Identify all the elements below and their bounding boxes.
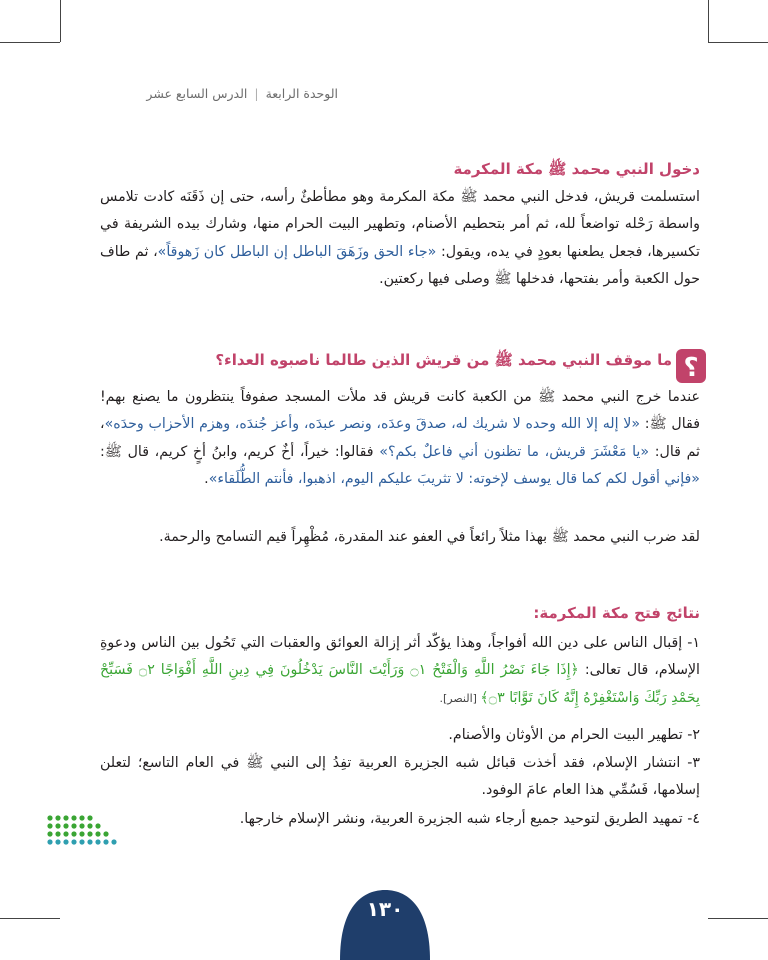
crop-mark — [708, 0, 709, 42]
result-item-1 — [100, 630, 700, 712]
crop-mark — [708, 918, 768, 919]
paragraph-text: فقالوا: خيراً، أخٌ كريم، وابنُ أخٍ كريم، قال ﷺ: — [100, 443, 380, 460]
result-item-2: ٢- تطهير البيت الحرام من الأوثان والأصنام. — [448, 727, 700, 743]
header-separator: | — [254, 86, 259, 101]
running-header — [18, 86, 338, 101]
question-mark-icon — [672, 347, 710, 385]
paragraph-text: استسلمت قريش، فدخل النبي محمد ﷺ مكة المكرمة وهو مطأطئٌ رأسه، حتى إن ذَقَنَه كادت تلامس واسطة رَحْله تواضعاً لله، ثم أمر بتحطيم الأصنام، وتطهير البيت الحرام منها، وشارك بيده الشريفة في تكسيرها، فجعل يطعنها بعودٍ في يده، ويقول: — [100, 189, 700, 260]
results-heading: نتائج فتح مكة المكرمة: — [533, 604, 700, 622]
paragraph-text: عندما خرج النبي محمد ﷺ من الكعبة كانت قريش قد ملأت المسجد صفوفاً ينتظرون ما يصنع بهم! فقال ﷺ: — [100, 389, 700, 433]
unit-label: الوحدة الرابعة — [265, 86, 338, 101]
hadith-quote: «جاء الحق وزَهَقَ الباطل إن الباطل كان زَهوقاً» — [157, 243, 437, 260]
lesson-label: الدرس السابع عشر — [146, 86, 248, 101]
svg-text:؟: ؟ — [683, 353, 699, 383]
paragraph-text: . — [204, 471, 209, 488]
hadith-quote: «فإني أقول لكم كما قال يوسف لإخوته: لا تثريبَ عليكم اليوم، اذهبوا، فأنتم الطُّلَقاء» — [208, 471, 700, 488]
paragraph-text: ١- إقبال الناس على دين الله أفواجاً، وهذا يؤكّد أثر إزالة العوائق والعقبات التي تَحُول بين الناس ودعوةِ الإسلام، قال تعالى: — [100, 635, 700, 679]
decorative-dots — [44, 812, 124, 852]
paragraph-text: ، ثم قال: — [100, 416, 701, 460]
answer-paragraph — [100, 384, 700, 494]
result-item-4: ٤- تمهيد الطريق لتوحيد جميع أرجاء شبه الجزيرة العربية، ونشر الإسلام خارجها. — [239, 811, 700, 827]
question-heading: ما موقف النبي محمد ﷺ من قريش الذين طالما ناصبوه العداء؟ — [215, 351, 672, 369]
section-heading-entry: دخول النبي محمد ﷺ مكة المكرمة — [453, 160, 700, 178]
hadith-quote: «لا إله إلا الله وحده لا شريك له، صدقَ وعدَه، ونصر عبدَه، وأعز جُندَه، وهزم الأحزاب وحدَه» — [104, 416, 641, 433]
result-item-3: ٣- انتشار الإسلام، فقد أخذت قبائل شبه الجزيرة العربية تفِدُ إلى النبي ﷺ في العام التاسع؛ لتعلن إسلامها، فَسُمِّي هذا العام عامَ الوفود. — [100, 755, 700, 799]
crop-mark — [0, 42, 60, 43]
surah-reference: [النصر]. — [439, 691, 481, 705]
quran-verse: ﴿إِذَا جَاءَ نَصْرُ اللَّهِ وَالْفَتْحُ ۝١ وَرَأَيْتَ النَّاسَ يَدْخُلُونَ فِي دِينِ اللَّهِ أَفْوَاجًا ۝٢ فَسَبِّحْ بِحَمْدِ رَبِّكَ وَاسْتَغْفِرْهُ إِنَّهُ كَانَ تَوَّابًا ۝٣﴾ — [100, 662, 700, 706]
crop-mark — [60, 0, 61, 42]
crop-mark — [708, 42, 768, 43]
paragraph-text: ، ثم طاف حول الكعبة وأمر بفتحها، فدخلها ﷺ وصلى فيها ركعتين. — [100, 243, 700, 288]
page-number: ١٣٠ — [366, 897, 404, 921]
conclusion-paragraph: لقد ضرب النبي محمد ﷺ بهذا مثلاً رائعاً في العفو عند المقدرة، مُظْهِراً قيم التسامح والرحمة. — [159, 529, 700, 545]
entry-paragraph — [100, 184, 700, 294]
crop-mark — [0, 918, 60, 919]
hadith-quote: «يا مَعْشَرَ قريش، ما تظنون أني فاعلٌ بكم؟» — [379, 443, 650, 460]
